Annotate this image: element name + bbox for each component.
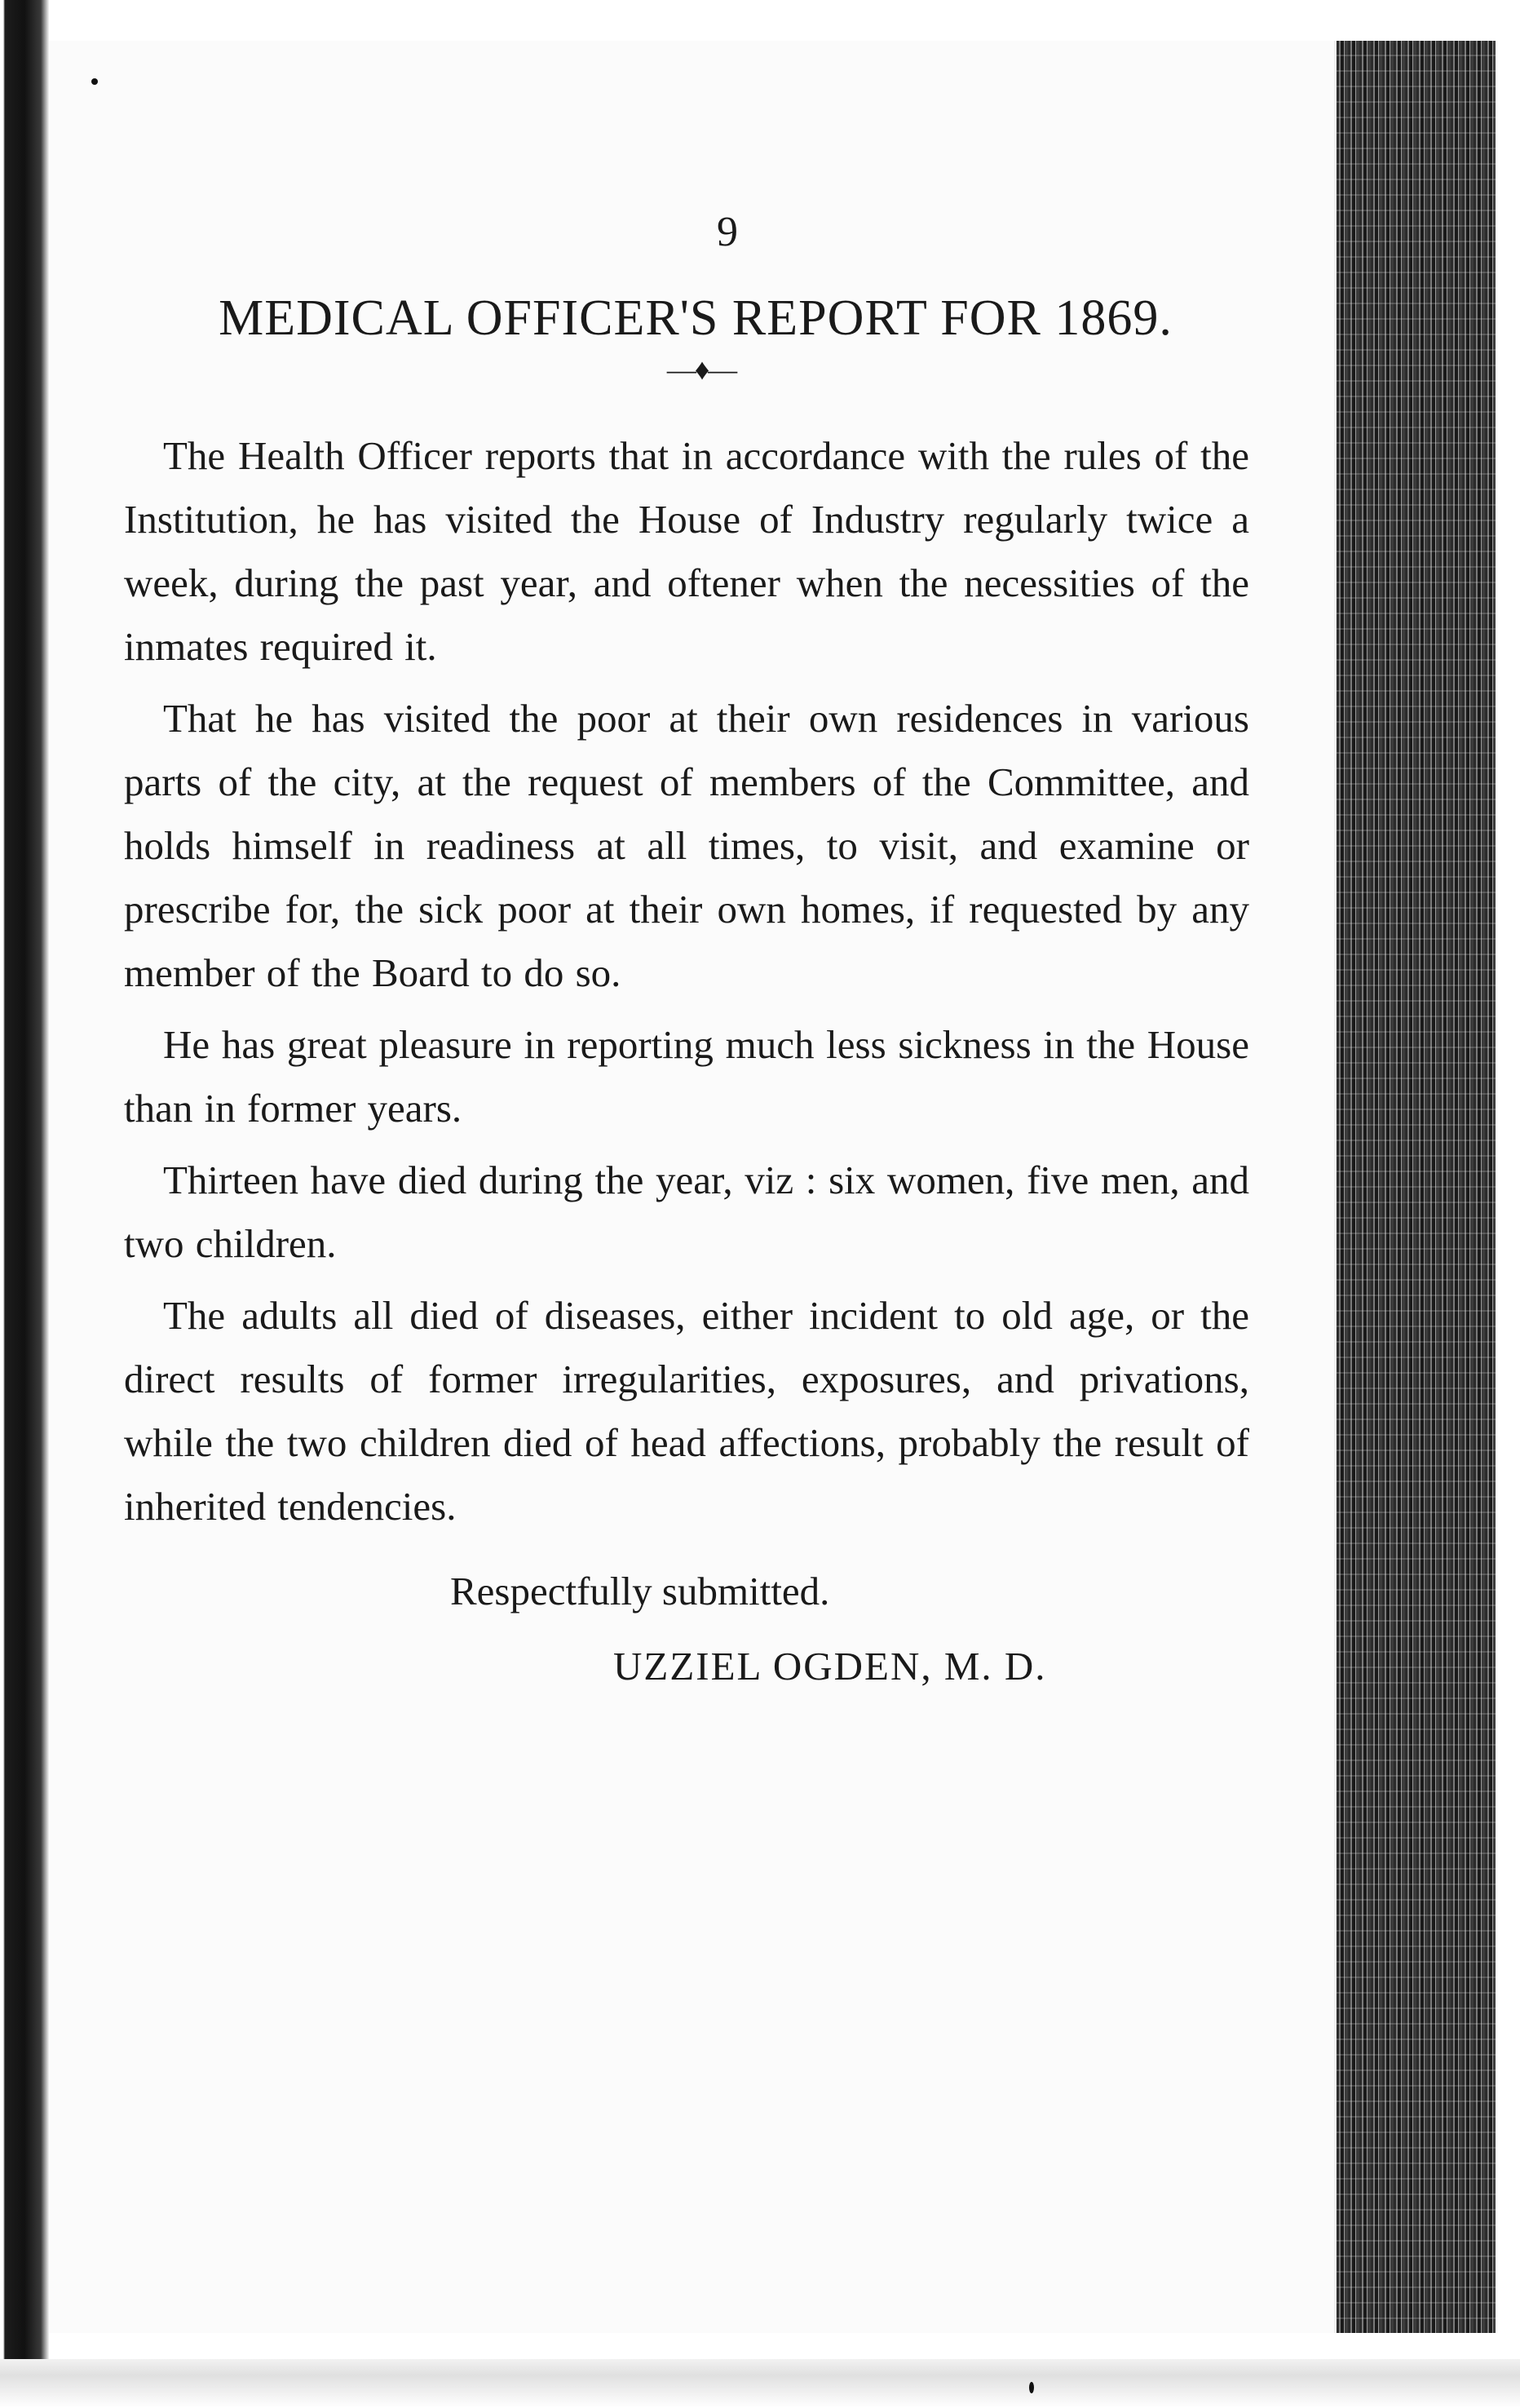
paragraph-residences: That he has visited the poor at their own residences in various parts of the city, at the request of members of the Committee, and holds himself in readiness at all times, to visit, and examine or prescribe for, the sick poor at their own homes, if requested by any member of the Board to do so. bbox=[124, 696, 1249, 995]
paragraph-sickness: He has great pleasure in reporting much less sickness in the House than in former years. bbox=[124, 1022, 1249, 1131]
paragraph-visits: The Health Officer reports that in accordance with the rules of the Institution, he has visited the House of Industry regularly twice a week, during the past year, and oftener when the necessities of the inmates required it. bbox=[124, 433, 1249, 669]
title-ornament: —♦— bbox=[666, 353, 736, 386]
dust-speck bbox=[1029, 2382, 1034, 2393]
page-content bbox=[124, 208, 1249, 1689]
closing-line: Respectfully submitted. bbox=[450, 1569, 830, 1613]
page-number: 9 bbox=[717, 209, 738, 255]
bottom-shadow bbox=[0, 2359, 1520, 2408]
page-edges bbox=[1334, 41, 1496, 2333]
binding-shadow bbox=[0, 0, 49, 2408]
report-title: MEDICAL OFFICER'S REPORT FOR 1869. bbox=[219, 290, 1173, 346]
paragraph-causes: The adults all died of diseases, either incident to old age, or the direct results of former irregularities, exposures, and privations, while the two children died of head affections, probably the result of inherited tendencies. bbox=[124, 1293, 1249, 1529]
paragraph-deaths: Thirteen have died during the year, viz : six women, five men, and two children. bbox=[124, 1158, 1249, 1266]
dust-speck bbox=[91, 78, 98, 85]
page-sheet bbox=[49, 41, 1337, 2333]
signature: UZZIEL OGDEN, M. D. bbox=[613, 1644, 1047, 1689]
